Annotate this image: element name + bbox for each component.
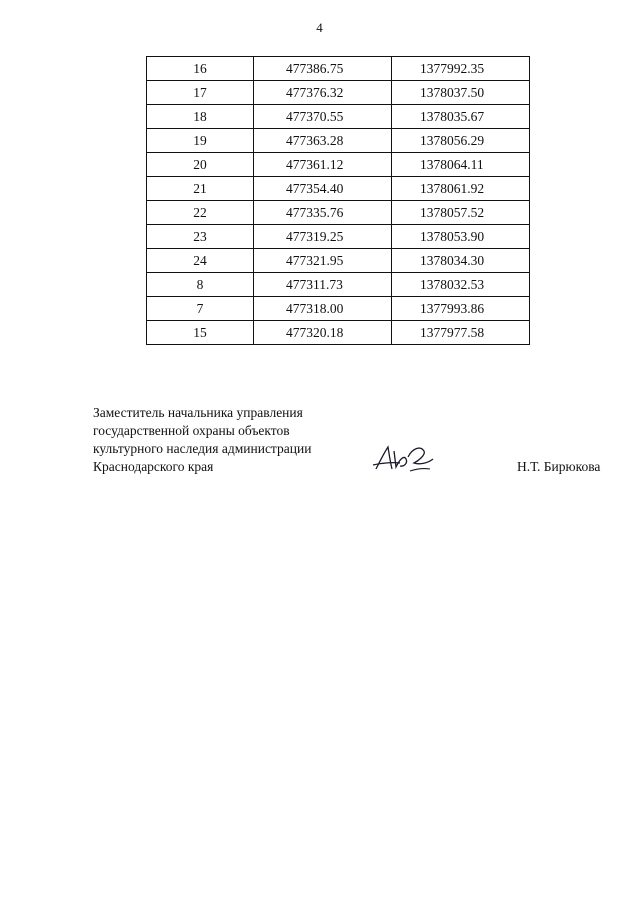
x-coordinate-cell: 477318.00 [254,297,392,321]
table-row [147,201,530,225]
y-coordinate-cell: 1378034.30 [392,249,530,273]
table-row [147,177,530,201]
x-coordinate-cell: 477370.55 [254,105,392,129]
table-row [147,321,530,345]
y-coordinate-cell: 1377977.58 [392,321,530,345]
table-row [147,105,530,129]
signer-position-line: Краснодарского края [93,459,214,474]
table-row [147,297,530,321]
x-coordinate-cell: 477354.40 [254,177,392,201]
x-coordinate-cell: 477335.76 [254,201,392,225]
point-number-cell: 7 [147,297,254,321]
y-coordinate-cell: 1377993.86 [392,297,530,321]
y-coordinate-cell: 1378061.92 [392,177,530,201]
y-coordinate-cell: 1378032.53 [392,273,530,297]
point-number-cell: 15 [147,321,254,345]
table-row [147,273,530,297]
x-coordinate-cell: 477320.18 [254,321,392,345]
point-number-cell: 21 [147,177,254,201]
x-coordinate-cell: 477363.28 [254,129,392,153]
point-number-cell: 20 [147,153,254,177]
x-coordinate-cell: 477361.12 [254,153,392,177]
y-coordinate-cell: 1378053.90 [392,225,530,249]
point-number-cell: 17 [147,81,254,105]
y-coordinate-cell: 1378037.50 [392,81,530,105]
x-coordinate-cell: 477386.75 [254,57,392,81]
point-number-cell: 19 [147,129,254,153]
y-coordinate-cell: 1378056.29 [392,129,530,153]
x-coordinate-cell: 477321.95 [254,249,392,273]
y-coordinate-cell: 1377992.35 [392,57,530,81]
y-coordinate-cell: 1378064.11 [392,153,530,177]
y-coordinate-cell: 1378035.67 [392,105,530,129]
point-number-cell: 23 [147,225,254,249]
point-number-cell: 8 [147,273,254,297]
page-number: 4 [316,20,323,35]
signer-position-line: Заместитель начальника управления [93,405,303,420]
table-row [147,129,530,153]
point-number-cell: 22 [147,201,254,225]
table-row [147,81,530,105]
table-row [147,249,530,273]
point-number-cell: 24 [147,249,254,273]
coordinates-table-body [147,57,530,345]
x-coordinate-cell: 477376.32 [254,81,392,105]
table-row [147,153,530,177]
signer-name: Н.Т. Бирюкова [517,459,601,474]
signer-position-line: государственной охраны объектов [93,423,290,438]
x-coordinate-cell: 477319.25 [254,225,392,249]
point-number-cell: 16 [147,57,254,81]
table-row [147,57,530,81]
y-coordinate-cell: 1378057.52 [392,201,530,225]
table-row [147,225,530,249]
point-number-cell: 18 [147,105,254,129]
coordinates-table [146,56,530,345]
x-coordinate-cell: 477311.73 [254,273,392,297]
signer-position-line: культурного наследия администрации [93,441,312,456]
handwritten-signature [370,441,436,475]
signer-position [93,404,383,476]
